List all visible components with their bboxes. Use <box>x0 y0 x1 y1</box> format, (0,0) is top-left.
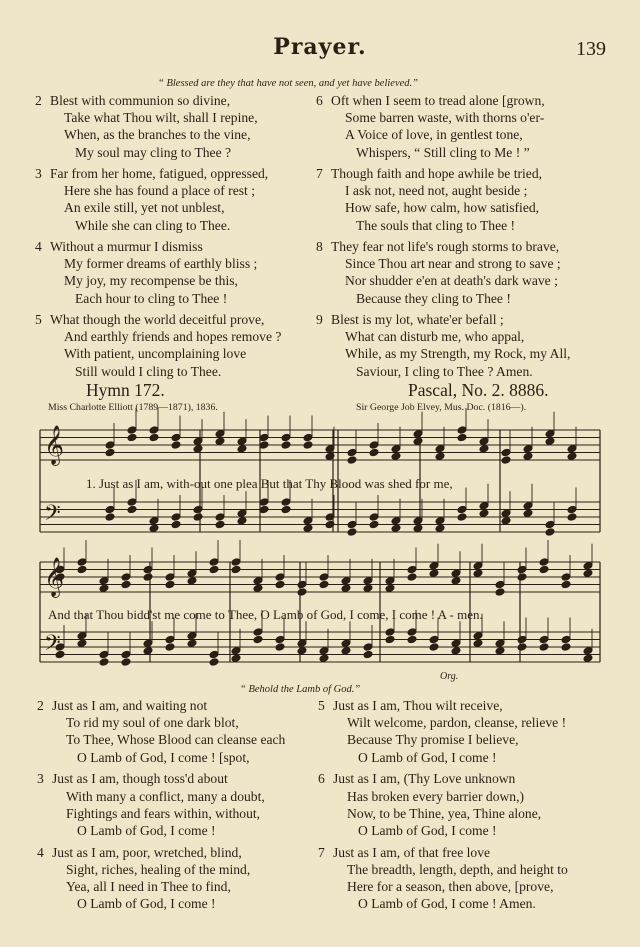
note-head <box>187 569 197 578</box>
note-head <box>209 650 219 659</box>
bass-clef-icon: 𝄢 <box>44 631 61 661</box>
verse-number: 5 <box>35 312 42 327</box>
note-head <box>275 643 285 652</box>
note-head <box>473 561 483 570</box>
verse-line: My former dreams of earthly bliss ; <box>64 256 258 272</box>
note-head <box>253 584 263 593</box>
treble-clef-icon: 𝄞 <box>44 425 65 465</box>
note-head <box>171 441 181 450</box>
verse-line: Each hour to cling to Thee ! <box>75 290 228 306</box>
note-head <box>473 569 483 578</box>
note-head <box>435 524 445 533</box>
verse-line: What can disturb me, who appal, <box>345 329 525 345</box>
note-head <box>121 658 131 667</box>
verse-line: Because they cling to Thee ! <box>356 290 511 306</box>
note-head <box>429 643 439 652</box>
verse-number: 9 <box>316 312 323 327</box>
verse-number: 6 <box>316 93 323 108</box>
verse-line: 7 Just as I am, of that free love <box>318 844 491 860</box>
note-head <box>501 516 511 525</box>
note-head <box>77 558 87 567</box>
verse-line: 3 Far from her home, fatigued, oppressed, <box>35 166 269 181</box>
note-head <box>435 444 445 453</box>
note-head <box>237 516 247 525</box>
note-head <box>237 437 247 446</box>
note-head <box>561 643 571 652</box>
note-head <box>231 558 241 567</box>
verse-line: Some barren waste, with thorns o'er- <box>345 110 545 126</box>
note-head <box>143 646 153 655</box>
note-head <box>363 643 373 652</box>
verse-line: Here she has found a place of rest ; <box>64 183 255 199</box>
note-head <box>539 558 549 567</box>
verse-line: 5 What though the world deceitful prove, <box>35 312 265 327</box>
note-head <box>99 584 109 593</box>
verse-line: Saviour, I cling to Thee ? Amen. <box>356 363 533 379</box>
bass-clef-icon: 𝄢 <box>44 501 61 531</box>
verse-5 <box>318 697 568 766</box>
epigraph-top: “ Blessed are they that have not seen, and yet have believed.” <box>158 78 418 89</box>
note-head <box>193 444 203 453</box>
note-head <box>99 576 109 585</box>
note-head <box>165 635 175 644</box>
note-head <box>501 448 511 457</box>
verse-line: 7 Though faith and hope awhile be tried, <box>316 166 543 181</box>
verse-2 <box>37 697 286 766</box>
note-head <box>369 513 379 522</box>
note-head <box>495 588 505 597</box>
note-head <box>341 646 351 655</box>
verse-number: 8 <box>316 239 323 254</box>
note-head <box>165 580 175 589</box>
verse-line: 5 Just as I am, Thou wilt receive, <box>318 698 503 713</box>
note-head <box>347 520 357 529</box>
note-head <box>495 646 505 655</box>
note-head <box>297 588 307 597</box>
verse-line: With many a conflict, many a doubt, <box>66 788 265 804</box>
verse-line: Here for a season, then above, [prove, <box>347 879 554 895</box>
note-head <box>127 433 137 442</box>
page-number: 139 <box>576 38 606 60</box>
note-head <box>457 426 467 435</box>
verse-number: 3 <box>37 771 44 787</box>
verse-line: My soul may cling to Thee ? <box>75 144 232 160</box>
verse-line: O Lamb of God, I come ! [spot, <box>77 749 250 765</box>
verse-line: Still would I cling to Thee. <box>75 363 222 379</box>
verse-line: An exile still, yet not unblest, <box>64 200 225 216</box>
note-head <box>281 433 291 442</box>
note-head <box>127 498 137 507</box>
verse-line: With patient, uncomplaining love <box>64 346 247 362</box>
note-head <box>473 639 483 648</box>
note-head <box>99 658 109 667</box>
note-head <box>105 448 115 457</box>
note-head <box>391 444 401 453</box>
author-credit: Miss Charlotte Elliott (1789—1871), 1836. <box>48 402 218 413</box>
verse-line: Fightings and fears within, without, <box>66 805 261 821</box>
verse-line: Take what Thou wilt, shall I repine, <box>64 110 258 126</box>
note-head <box>517 643 527 652</box>
bottom-verses-left <box>37 697 286 917</box>
verse-line: Wilt welcome, pardon, cleanse, relieve ! <box>347 715 567 731</box>
note-head <box>457 513 467 522</box>
note-head <box>121 573 131 582</box>
note-head <box>143 565 153 574</box>
tune-title: Pascal, No. 2. 8886. <box>408 380 549 400</box>
note-head <box>303 524 313 533</box>
verse-line: 6 Just as I am, (Thy Love unknown <box>318 771 516 787</box>
note-head <box>215 520 225 529</box>
note-head <box>281 498 291 507</box>
verse-7 <box>318 844 568 913</box>
note-head <box>319 654 329 663</box>
note-head <box>275 635 285 644</box>
note-head <box>363 650 373 659</box>
note-head <box>99 650 109 659</box>
note-head <box>143 639 153 648</box>
note-head <box>77 639 87 648</box>
note-head <box>347 448 357 457</box>
note-head <box>501 456 511 465</box>
note-head <box>385 635 395 644</box>
note-head <box>539 565 549 574</box>
note-head <box>297 580 307 589</box>
note-head <box>149 516 159 525</box>
note-head <box>369 520 379 529</box>
note-head <box>567 513 577 522</box>
note-head <box>369 441 379 450</box>
note-head <box>583 646 593 655</box>
verse-line: While she can cling to Thee. <box>75 217 231 233</box>
note-head <box>413 437 423 446</box>
verse-number: 7 <box>318 844 325 860</box>
note-head <box>231 654 241 663</box>
verse-line: Yea, all I need in Thee to find, <box>66 879 231 895</box>
note-head <box>429 635 439 644</box>
verse-line: 2 Blest with communion so divine, <box>35 93 231 108</box>
note-head <box>253 628 263 637</box>
note-head <box>545 528 555 537</box>
treble-clef-icon: 𝄞 <box>44 557 65 597</box>
note-head <box>451 576 461 585</box>
verse-number: 6 <box>318 771 325 787</box>
verse-line: And earthly friends and hopes remove ? <box>64 329 282 345</box>
verse-line: How safe, how calm, how satisfied, <box>345 200 540 216</box>
verse-line: Now, to be Thine, yea, Thine alone, <box>347 805 542 821</box>
note-head <box>319 573 329 582</box>
note-head <box>193 505 203 514</box>
note-head <box>435 452 445 461</box>
verse-line: My joy, my recompense be this, <box>64 273 238 289</box>
note-head <box>209 565 219 574</box>
note-head <box>303 433 313 442</box>
note-head <box>545 429 555 438</box>
note-head <box>523 501 533 510</box>
note-head <box>429 569 439 578</box>
verse-line: Whispers, “ Still cling to Me ! ” <box>356 144 530 160</box>
note-head <box>413 429 423 438</box>
verse-number: 2 <box>35 93 42 108</box>
note-head <box>215 429 225 438</box>
note-head <box>303 441 313 450</box>
verse-line: Since Thou art near and strong to save ; <box>345 256 561 272</box>
note-head <box>281 505 291 514</box>
note-head <box>341 639 351 648</box>
note-head <box>495 639 505 648</box>
note-head <box>473 631 483 640</box>
verse-number: 4 <box>37 844 44 860</box>
note-head <box>127 426 137 435</box>
organ-label: Org. <box>440 671 459 682</box>
verse-4 <box>37 844 285 913</box>
note-head <box>539 643 549 652</box>
note-head <box>165 643 175 652</box>
note-head <box>165 573 175 582</box>
verse-line: 6 Oft when I seem to tread alone [grown, <box>316 93 545 108</box>
note-head <box>583 654 593 663</box>
note-head <box>319 646 329 655</box>
note-head <box>479 509 489 518</box>
verse-line: When, as the branches to the vine, <box>64 127 251 143</box>
note-head <box>231 646 241 655</box>
verse-line: O Lamb of God, I come ! <box>77 822 216 838</box>
note-head <box>369 448 379 457</box>
note-head <box>187 576 197 585</box>
note-head <box>341 584 351 593</box>
verse-number: 7 <box>316 166 323 181</box>
note-head <box>583 569 593 578</box>
verse-line: 4 Just as I am, poor, wretched, blind, <box>37 844 242 860</box>
note-head <box>193 437 203 446</box>
note-head <box>149 524 159 533</box>
note-head <box>407 635 417 644</box>
note-head <box>121 580 131 589</box>
note-head <box>517 565 527 574</box>
note-head <box>539 635 549 644</box>
note-head <box>457 505 467 514</box>
note-head <box>561 573 571 582</box>
verse-line: A Voice of love, in gentlest tone, <box>345 127 523 143</box>
note-head <box>391 524 401 533</box>
note-head <box>407 628 417 637</box>
note-head <box>451 569 461 578</box>
verse-line: 2 Just as I am, and waiting not <box>37 698 208 713</box>
note-head <box>545 520 555 529</box>
verse-line: While, as my Strength, my Rock, my All, <box>345 346 571 362</box>
note-head <box>253 635 263 644</box>
verse-line: O Lamb of God, I come ! <box>358 749 497 765</box>
hymn-title: Hymn 172. <box>86 380 165 400</box>
note-head <box>495 580 505 589</box>
verse-line: The souls that cling to Thee ! <box>356 217 516 233</box>
note-head <box>435 516 445 525</box>
note-head <box>215 513 225 522</box>
verse-line: O Lamb of God, I come ! Amen. <box>358 896 536 912</box>
note-head <box>451 646 461 655</box>
note-head <box>523 452 533 461</box>
note-head <box>523 509 533 518</box>
note-head <box>77 565 87 574</box>
note-head <box>501 509 511 518</box>
note-head <box>209 558 219 567</box>
verse-line: 4 Without a murmur I dismiss <box>35 239 203 254</box>
verse-line: Sight, riches, healing of the mind, <box>66 861 251 877</box>
bottom-verses-right <box>318 697 568 917</box>
note-head <box>413 524 423 533</box>
note-head <box>237 444 247 453</box>
note-head <box>121 650 131 659</box>
verse-line: I ask not, need not, aught beside ; <box>345 183 528 199</box>
note-head <box>319 580 329 589</box>
note-head <box>187 631 197 640</box>
verse-3 <box>37 770 285 839</box>
note-head <box>583 561 593 570</box>
verse-number: 2 <box>37 698 44 713</box>
note-head <box>567 444 577 453</box>
verse-line: 3 Just as I am, though toss'd about <box>37 771 228 787</box>
verse-number: 5 <box>318 698 325 713</box>
lyrics-line-1: 1. Just as I am, with-out one plea But that Thy Blood was shed for me, <box>86 476 453 491</box>
verse-line: O Lamb of God, I come ! <box>77 896 216 912</box>
verse-6 <box>318 770 568 839</box>
note-head <box>105 505 115 514</box>
epigraph-bottom: “ Behold the Lamb of God.” <box>240 684 361 695</box>
verse-number: 4 <box>35 239 42 254</box>
note-head <box>567 505 577 514</box>
note-head <box>479 501 489 510</box>
verse-line: 8 They fear not life's rough storms to brave, <box>316 239 560 254</box>
note-head <box>479 444 489 453</box>
note-head <box>275 573 285 582</box>
note-head <box>105 441 115 450</box>
verse-line: The breadth, length, depth, and height to <box>347 861 568 877</box>
note-head <box>561 635 571 644</box>
note-head <box>347 456 357 465</box>
note-head <box>561 580 571 589</box>
note-head <box>385 576 395 585</box>
note-head <box>457 433 467 442</box>
note-head <box>545 437 555 446</box>
note-head <box>517 635 527 644</box>
note-head <box>193 513 203 522</box>
verse-line: Has broken every barrier down,) <box>347 788 525 804</box>
note-head <box>363 576 373 585</box>
verse-line: To Thee, Whose Blood can cleanse each <box>66 732 286 748</box>
note-head <box>429 561 439 570</box>
verse-line: Nor shudder e'en at death's dark wave ; <box>345 273 558 289</box>
note-head <box>517 573 527 582</box>
note-head <box>281 441 291 450</box>
note-head <box>567 452 577 461</box>
note-head <box>171 520 181 529</box>
note-head <box>143 573 153 582</box>
note-head <box>413 516 423 525</box>
note-head <box>479 437 489 446</box>
note-head <box>341 576 351 585</box>
note-head <box>297 646 307 655</box>
note-head <box>187 639 197 648</box>
note-head <box>347 528 357 537</box>
note-head <box>171 513 181 522</box>
note-head <box>149 426 159 435</box>
note-head <box>209 658 219 667</box>
note-head <box>77 631 87 640</box>
verse-line: Because Thy promise I believe, <box>347 732 519 748</box>
note-head <box>407 565 417 574</box>
note-head <box>363 584 373 593</box>
note-head <box>253 576 263 585</box>
composer-credit: Sir George Job Elvey, Mus. Doc. (1816—). <box>356 402 527 413</box>
note-head <box>215 437 225 446</box>
note-head <box>523 444 533 453</box>
verse-line: To rid my soul of one dark blot, <box>66 715 239 731</box>
verse-number: 3 <box>35 166 42 181</box>
lyrics-line-2: And that Thou bidd'st me come to Thee, O Lamb of God, I come, I come ! A - men. <box>48 607 483 622</box>
note-head <box>407 573 417 582</box>
note-head <box>171 433 181 442</box>
verse-line: O Lamb of God, I come ! <box>358 822 497 838</box>
note-head <box>451 639 461 648</box>
note-head <box>237 509 247 518</box>
note-head <box>385 584 395 593</box>
note-head <box>391 516 401 525</box>
note-head <box>303 516 313 525</box>
verse-line: 9 Blest is my lot, whate'er befall ; <box>316 312 504 327</box>
note-head <box>231 565 241 574</box>
page-title: Prayer. <box>273 34 367 60</box>
note-head <box>391 452 401 461</box>
note-head <box>105 513 115 522</box>
note-head <box>385 628 395 637</box>
note-head <box>127 505 137 514</box>
note-head <box>297 639 307 648</box>
note-head <box>275 580 285 589</box>
note-head <box>149 433 159 442</box>
